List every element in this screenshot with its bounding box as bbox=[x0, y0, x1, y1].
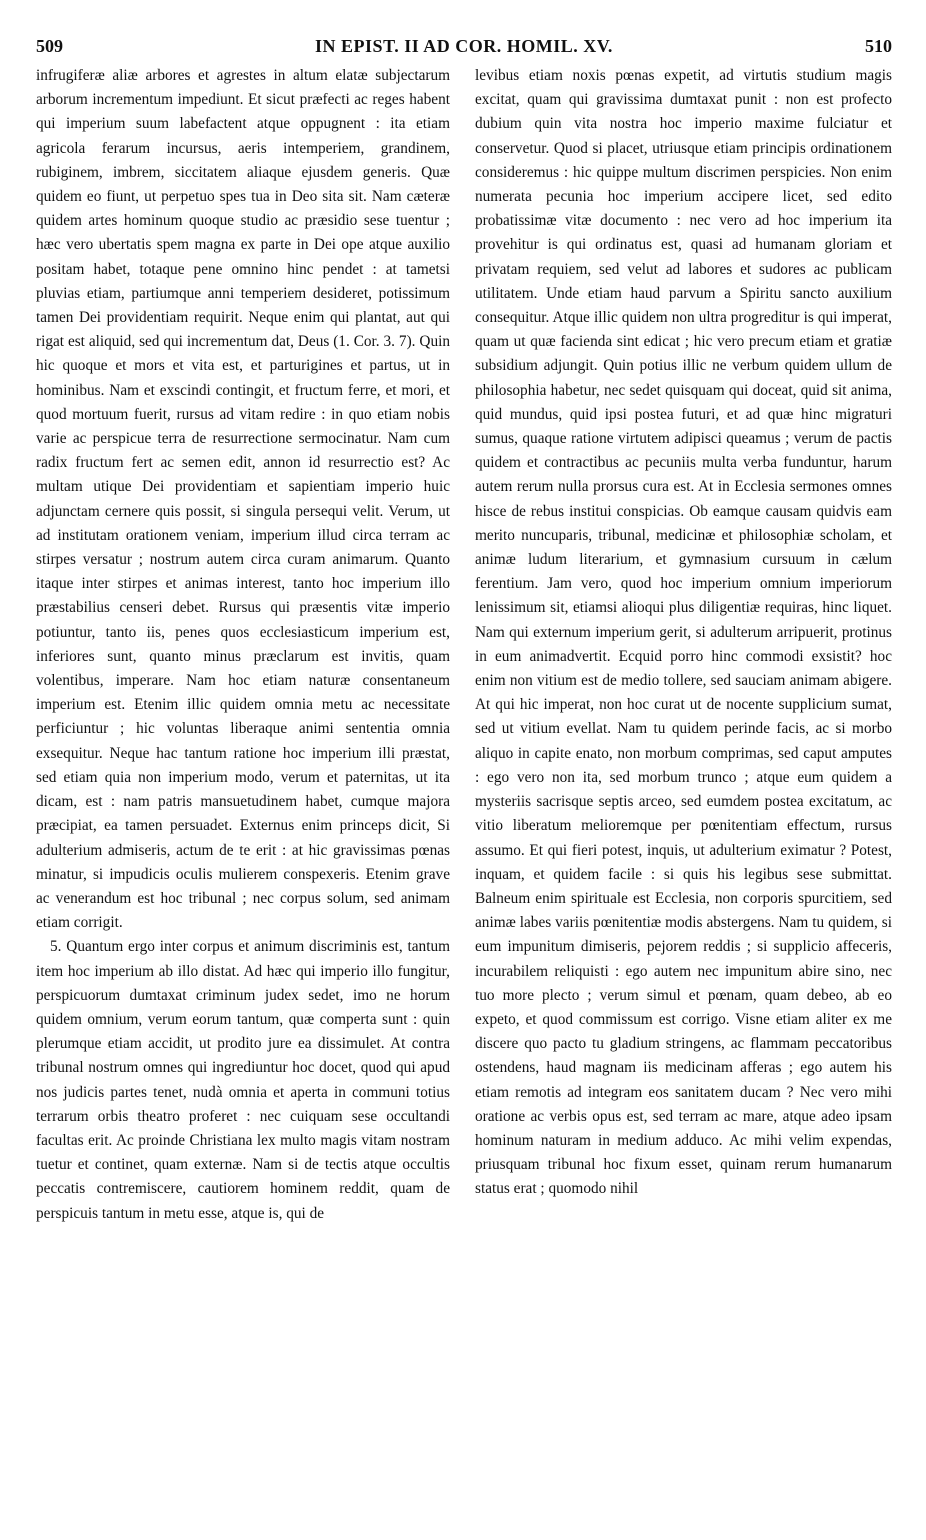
running-title: IN EPIST. II AD COR. HOMIL. XV. bbox=[315, 36, 613, 56]
left-paragraph-2: 5. Quantum ergo inter corpus et animum discriminis est, tantum item hoc imperium ab illo distat. Ad hæc qui imperio illo fungitur, perspicuorum dumtaxat criminum judex sedet, imo ne horum quidem omnium, verum eorum tantum, quæ comperta sunt : quin plerumque etiam accidit, ut prodito jure ea dissimulet. At contra tribunal nostrum omnes qui ingrediuntur hoc docet, quod qui apud nos judicis partes tenet, nudà omnia et aperta in communi totius terrarum orbis theatro proferet : nec cuiquam sese occultandi facultas erit. Ac proinde Christiana lex multo magis vitam nostram tuetur et continet, quam externæ. Nam si de tectis atque occultis peccatis contremiscere, cautiorem hominem reddit, quam de perspicuis tantum in metu esse, atque is, qui de bbox=[36, 938, 450, 1222]
right-paragraph-1: levibus etiam noxis pœnas expetit, ad virtutis studium magis excitat, quam qui gravissima dumtaxat punit : non est profecto dubium quin vita nostra hoc imperio maxime fulciatur et conservetur. Quod si placet, utriusque etiam principis ordinationem consideremus : hic quippe multum discrimen perspicies. Non enim numerata pecunia hoc imperium accipere licet, sed edito probatissimæ vitæ documento : nec vero ad hoc imperium ita provehitur is qui ordinatus est, quasi ad humanam gloriam et privatam requiem, sed velut ad labores et sudores ac publicam utilitatem. Unde etiam haud parvum a Spiritu sancto auxilium consequitur. Atque illic quidem non ultra progreditur is qui imperat, quam ut quæ facienda sint edicat ; hic vero precum etiam et gratiæ subsidium adjungit. Quin potius illic ne verbum quidem ullum de philosophia habetur, nec sedet quisquam qui doceat, quid sit anima, quid mundus, quid ipsi postea futuri, et ad quæ hinc migraturi sumus, quaque ratione virtutem adipisci queamus ; verum de pactis quidem et contractibus ac pecuniis multa verba funduntur, harum autem rerum nulla prorsus cura est. At in Ecclesia sermones omnes hisce de rebus institui conspicias. Ob eamque causam quidvis eam merito nuncuparis, tribunal, medicinæ et philosophiæ scholam, et animæ ludum literarium, et gymnasium cursuum in cælum ferentium. Jam vero, quod hoc imperium omnium imperiorum lenissimum sit, etiamsi alioqui plus diligentiæ requiras, hinc liquet. Nam qui externum imperium gerit, si adulterum arripuerit, protinus in eum animadvertit. Ecquid porro hinc commodi exsistit? hoc enim non vitium est de medio tollere, sed sauciam animam abigere. At qui hic imperat, non hoc curat ut de nocente supplicium sumat, sed ut vitium evellat. Nam tu quidem perinde facis, ac si morbo aliquo in capite enato, non morbum comprimas, sed caput amputes : ego vero non ita, sed morbum trunco ; atque eum quidem a mysteriis sacrisque septis arceo, sed eumdem postea excitatum, ac vitio liberatum melioremque per pœnitentiam effectum, rursus assumo. Et qui fieri potest, inquis, ut adulterium eximatur ? Potest, inquam, et quidem facile : si quis his legibus sese submittat. Balneum enim spirituale est Ecclesia, non corporis spurcitiem, sed animæ labes variis pœnitentiæ modis abstergens. Nam tu quidem, si eum impunitum dimiseris, pejorem reddis ; si supplicio affeceris, incurabilem reliquisti : ego autem nec impunitum abire sino, nec tuo more plecto ; verum simul et pœnam, quam debeo, ab eo expeto, et quod commissum est corrigo. Visne etiam aliter ex me discere quo pacto tu gladium stringens, ac flammam peccatoribus ostendens, haud magnam iis medicinam afferas ; ego autem his etiam remotis ad integram eos sanitatem ducam ? Nec vero mihi oratione ac verbis opus est, sed terram ac mare, atque adeo ipsam hominum naturam in medium adduco. Ac mihi velim expendas, priusquam tribunal hoc fixum esset, quinam rerum humanarum status erat ; quomodo nihil bbox=[475, 67, 892, 1198]
left-column bbox=[36, 64, 450, 1226]
left-paragraph-1: infrugiferæ aliæ arbores et agrestes in altum elatæ subjectarum arborum incrementum impediunt. Et sicut præfecti ac reges habent qui imperium suum labefactent atque oppugnent : ita etiam agricola ferarum incursus, aeris intemperiem, grandinem, rubiginem, imbrem, siccitatem aliaque ejusdem generis. Quæ quidem eo fiunt, ut perpetuo spes tua in Deo sita sit. Nam cæteræ quidem artes hominum quoque studio ac præsidio sese tuentur ; hæc vero ubertatis spem magna ex parte in Dei ope atque auxilio positam habet, totaque pene omnino hinc pendet : at tametsi pluvias etiam, partiumque anni temperiem desideret, potissimum tamen Dei providentiam requirit. Neque enim qui plantat, aut qui rigat est aliquid, sed qui incrementum dat, Deus (1. Cor. 3. 7). Quin hic quoque et mors et vita est, et parturigines et partus, ut in hominibus. Nam et exscindi contingit, et fructum ferre, et mori, et quod mortuum fuerit, rursus ad vitam redire : in quo etiam nobis varie ac perspicue terra de resurrectione sermocinatur. Nam cum radix fructum fert ac semen edit, annon id resurrectio est? Ac multam utique Dei providentiam et sapientiam imperio huic adjunctam cernere quis possit, si singula persequi velit. Verum, ut ad institutam orationem veniam, imperium illud circa terram ac stirpes versatur ; nostrum autem circa curam animarum. Quanto itaque inter stirpes et animas interest, tanto hoc imperium illo præstabilius censeri debet. Rursus qui præsentis vitæ imperio potiuntur, tanto iis, penes quos ecclesiasticum imperium est, inferiores sunt, quanto minus præclarum est invitis, quam volentibus, imperare. Nam hoc etiam naturæ consentaneum imperium est. Etenim illic quidem omnia metu ac necessitate perficiuntur ; hic voluntas liberaque animi sententia omnia exsequitur. Neque hac tantum ratione hoc imperium illi præstat, sed etiam quia non imperium modo, verum et paternitas, ut ita dicam, est : nam patris mansuetudinem habet, cumque majora præcipiat, ea tamen persuadet. Externus enim princeps dicit, Si adulterium admiseris, actum de te erit : at hic gravissimas pœnas minatur, si impudicis oculis mulierem conspexeris. Etenim grave ac venerandum est hoc tribunal ; nec corpus solum, sed animam etiam corrigit. bbox=[36, 67, 450, 932]
page-number-right: 510 bbox=[865, 36, 892, 56]
page-number-left: 509 bbox=[36, 36, 63, 56]
page-header bbox=[36, 36, 892, 62]
right-column bbox=[475, 64, 892, 1202]
